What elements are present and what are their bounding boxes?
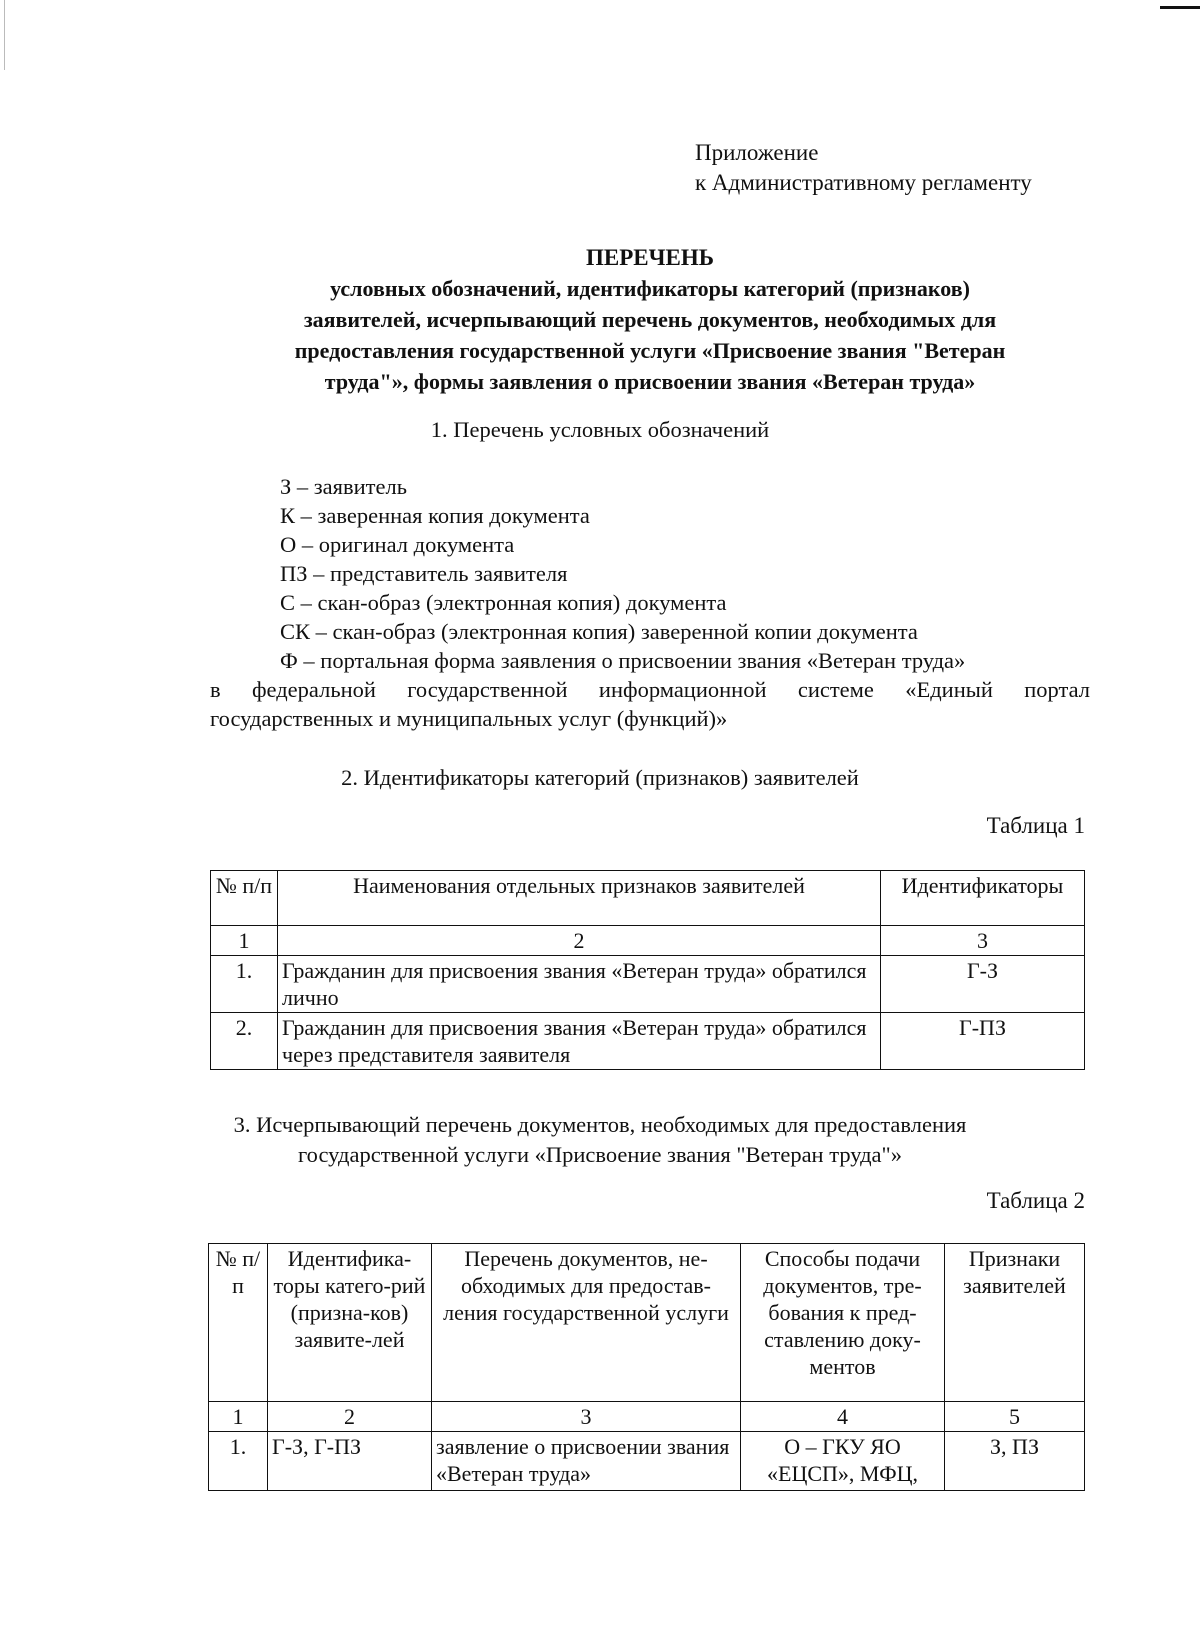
header-cell-identifier: Идентификаторы (881, 871, 1085, 926)
row-identifiers: Г-З, Г-ПЗ (268, 1432, 432, 1491)
table-row (211, 956, 1085, 1013)
header-cell-signs: Признаки заявителей (945, 1244, 1085, 1402)
row-signs: З, ПЗ (945, 1432, 1085, 1491)
numbering-cell: 2 (268, 1402, 432, 1432)
table-row (209, 1432, 1085, 1491)
legend-item-line-1: Ф – портальная форма заявления о присвоении звания «Ветеран труда» (280, 648, 966, 673)
appendix-line-1: Приложение (695, 140, 819, 165)
row-method: О – ГКУ ЯО «ЕЦСП», МФЦ, (741, 1432, 945, 1491)
row-document: заявление о присвоении звания «Ветеран труда» (432, 1432, 741, 1491)
numbering-cell: 1 (209, 1402, 268, 1432)
title-line-4: труда"», формы заявления о присвоении звания «Ветеран труда» (324, 369, 976, 394)
table-numbering-row (209, 1402, 1085, 1432)
table-numbering-row (211, 926, 1085, 956)
legend-item: З – заявитель (280, 474, 407, 499)
legend-item: О – оригинал документа (280, 532, 515, 557)
legend-item-line-2: в федеральной государственной информационной системе «Единый портал (210, 677, 1090, 702)
row-name: Гражданин для присвоения звания «Ветеран труда» обратился через представителя заявителя (278, 1013, 881, 1070)
appendix-line-2: к Административному регламенту (695, 170, 1032, 195)
table-row (211, 1013, 1085, 1070)
row-number: 2. (211, 1013, 278, 1070)
numbering-cell: 1 (211, 926, 278, 956)
legend-item-line-3: государственных и муниципальных услуг (функций)» (210, 706, 728, 731)
row-name: Гражданин для присвоения звания «Ветеран труда» обратился лично (278, 956, 881, 1013)
header-cell-identifiers: Идентифика-торы катего-рий (призна-ков) заявите-лей (268, 1244, 432, 1402)
title-line-3: предоставления государственной услуги «Присвоение звания "Ветеран (294, 338, 1006, 363)
numbering-cell: 4 (741, 1402, 945, 1432)
legend-item-portal-form (210, 646, 1090, 733)
header-cell-documents: Перечень документов, не-обходимых для предостав-ления государственной услуги (432, 1244, 741, 1402)
legend-item: К – заверенная копия документа (280, 503, 590, 528)
legend-item: ПЗ – представитель заявителя (280, 561, 568, 586)
header-cell-name: Наименования отдельных признаков заявителей (278, 871, 881, 926)
section-3-heading-line-1: 3. Исчерпывающий перечень документов, необходимых для предоставления (233, 1112, 967, 1137)
legend-item: С – скан-образ (электронная копия) документа (280, 590, 727, 615)
row-identifier: Г-ПЗ (881, 1013, 1085, 1070)
numbering-cell: 3 (881, 926, 1085, 956)
header-cell-number: № п/п (209, 1244, 268, 1402)
appendix-note (695, 138, 1032, 198)
section-3-heading-line-2: государственной услуги «Присвоение звания "Ветеран труда"» (298, 1142, 902, 1167)
table-header-row (211, 871, 1085, 926)
numbering-cell: 3 (432, 1402, 741, 1432)
numbering-cell: 2 (278, 926, 881, 956)
title-heading: ПЕРЕЧЕНЬ (586, 245, 714, 270)
section-1-heading: 1. Перечень условных обозначений (430, 417, 770, 442)
table-header-row (209, 1244, 1085, 1402)
row-number: 1. (209, 1432, 268, 1491)
legend-item: СК – скан-образ (электронная копия) заверенной копии документа (280, 619, 918, 644)
legend-list (280, 472, 918, 646)
title-line-2: заявителей, исчерпывающий перечень документов, необходимых для (303, 307, 997, 332)
table-2-caption: Таблица 2 (986, 1188, 1085, 1213)
section-2-heading: 2. Идентификаторы категорий (признаков) заявителей (341, 765, 859, 790)
row-number: 1. (211, 956, 278, 1013)
title-line-1: условных обозначений, идентификаторы категорий (признаков) (330, 276, 970, 301)
scan-edge-line (4, 0, 5, 70)
section-3-heading (0, 1110, 1200, 1170)
table-2 (208, 1243, 1085, 1491)
scan-mark (1160, 6, 1200, 9)
header-cell-number: № п/п (211, 871, 278, 926)
header-cell-methods: Способы подачи документов, тре-бования к пред-ставлению доку-ментов (741, 1244, 945, 1402)
row-identifier: Г-З (881, 956, 1085, 1013)
document-title (200, 242, 1100, 397)
numbering-cell: 5 (945, 1402, 1085, 1432)
table-1 (210, 870, 1085, 1070)
table-1-caption: Таблица 1 (986, 813, 1085, 838)
